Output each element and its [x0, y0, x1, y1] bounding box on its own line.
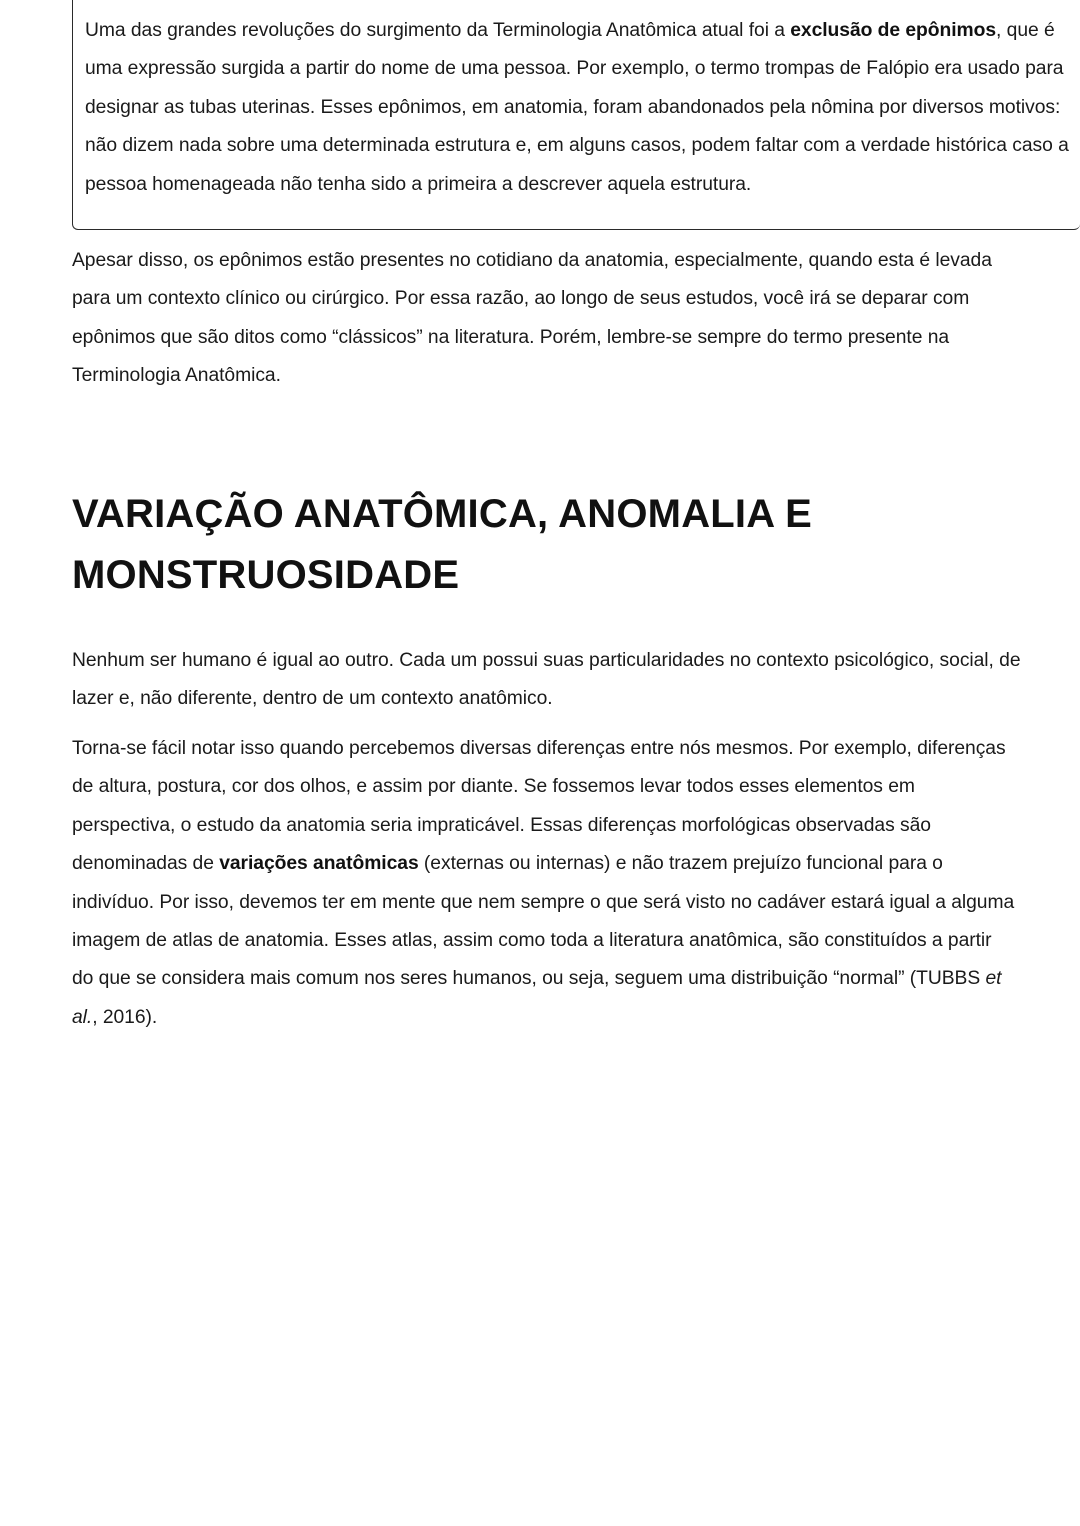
paragraph-variations — [72, 730, 1017, 1037]
paragraph-variations-start: Torna-se fácil notar isso quando percebemos diversas diferenças entre nós mesmos. Por exemplo, diferenças de altura, postura, cor dos olhos, e assim por diante. Se fossemos levar todos esses elementos em perspectiva, o estudo da anatomia seria impraticável. Essas diferenças morfológicas observadas são denominadas de — [72, 738, 1006, 875]
callout-bold-term: exclusão de epônimos — [790, 20, 997, 41]
citation-et-al: et al. — [72, 968, 1002, 1028]
section-heading-line-2: MONSTRUOSIDADE — [72, 553, 460, 597]
paragraph-intro: Nenhum ser humano é igual ao outro. Cada um possui suas particularidades no contexto psicológico, social, de lazer e, não diferente, dentro de um contexto anatômico. — [72, 650, 1021, 710]
section-heading — [72, 484, 1032, 606]
callout-text-end: , que é uma expressão surgida a partir do nome de uma pessoa. Por exemplo, o termo trompas de Falópio era usado para designar as tubas uterinas. Esses epônimos, em anatomia, foram abandonados pela nômina por diversos motivos: não dizem nada sobre uma determinada estrutura e, em alguns casos, podem faltar com a verdade histórica caso a pessoa homenageada não tenha sido a primeira a descrever aquela estrutura. — [85, 20, 1069, 195]
paragraph-variations-end: , 2016). — [92, 1006, 158, 1028]
paragraph-eponyms: Apesar disso, os epônimos estão presentes no cotidiano da anatomia, especialmente, quando esta é levada para um contexto clínico ou cirúrgico. Por essa razão, ao longo de seus estudos, você irá se deparar com epônimos que são ditos como “clássicos” na literatura. Porém, lembre-se sempre do termo presente na Terminologia Anatômica. — [72, 250, 992, 387]
callout-text-start: Uma das grandes revoluções do surgimento da Terminologia Anatômica atual foi a — [85, 20, 791, 41]
paragraph-variations-middle: (externas ou internas) e não trazem prejuízo funcional para o indivíduo. Por isso, devemos ter em mente que nem sempre o que será visto no cadáver estará igual a alguma imagem de atlas de anatomia. Esses atlas, assim como toda a literatura anatômica, são constituídos a partir do que se considera mais comum nos seres humanos, ou seja, seguem uma distribuição “normal” (TUBBS — [72, 853, 1015, 990]
variations-bold-term: variações anatômicas — [219, 853, 419, 875]
callout-text — [85, 12, 1075, 204]
section-heading-line-1: VARIAÇÃO ANATÔMICA, ANOMALIA E — [72, 492, 813, 536]
